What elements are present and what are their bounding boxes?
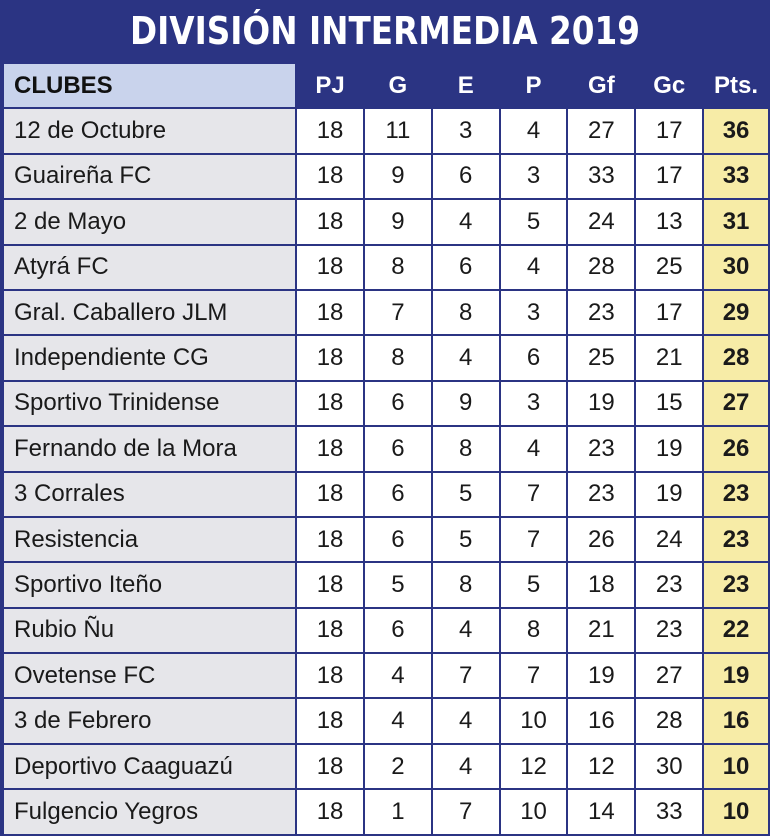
won-cell: 6 [365,427,431,470]
table-row [4,382,768,425]
played-cell: 18 [297,563,363,606]
lost-cell: 3 [501,291,567,334]
points-cell: 16 [704,699,768,742]
points-cell: 26 [704,427,768,470]
drawn-cell: 6 [433,246,499,289]
club-name-cell: Independiente CG [4,336,295,379]
points-cell: 10 [704,745,768,788]
played-cell: 18 [297,654,363,697]
goals-for-cell: 27 [568,109,634,152]
goals-against-cell: 19 [636,473,702,516]
table-row [4,745,768,788]
lost-cell: 8 [501,609,567,652]
header-row [4,64,768,107]
lost-cell: 4 [501,427,567,470]
lost-cell: 7 [501,518,567,561]
drawn-cell: 9 [433,382,499,425]
goals-against-cell: 17 [636,155,702,198]
points-cell: 31 [704,200,768,243]
goals-for-cell: 23 [568,473,634,516]
points-cell: 23 [704,473,768,516]
table-row [4,609,768,652]
lost-cell: 7 [501,473,567,516]
played-cell: 18 [297,518,363,561]
won-cell: 6 [365,609,431,652]
club-name-cell: Atyrá FC [4,246,295,289]
played-cell: 18 [297,382,363,425]
points-cell: 27 [704,382,768,425]
drawn-cell: 4 [433,745,499,788]
goals-for-cell: 19 [568,382,634,425]
table-row [4,427,768,470]
col-header-clubes: CLUBES [4,64,295,107]
table-row [4,473,768,516]
won-cell: 8 [365,336,431,379]
goals-against-cell: 17 [636,291,702,334]
table-row [4,790,768,833]
col-header-gc: Gc [636,64,702,107]
won-cell: 11 [365,109,431,152]
drawn-cell: 5 [433,518,499,561]
points-cell: 19 [704,654,768,697]
goals-against-cell: 30 [636,745,702,788]
goals-against-cell: 23 [636,609,702,652]
club-name-cell: 12 de Octubre [4,109,295,152]
table-title: DIVISIÓN INTERMEDIA 2019 [129,9,640,53]
goals-for-cell: 33 [568,155,634,198]
club-name-cell: Deportivo Caaguazú [4,745,295,788]
drawn-cell: 6 [433,155,499,198]
drawn-cell: 8 [433,563,499,606]
points-cell: 10 [704,790,768,833]
played-cell: 18 [297,790,363,833]
club-name-cell: Resistencia [4,518,295,561]
col-header-e: E [433,64,499,107]
club-name-cell: Fulgencio Yegros [4,790,295,833]
played-cell: 18 [297,336,363,379]
won-cell: 1 [365,790,431,833]
club-name-cell: Rubio Ñu [4,609,295,652]
goals-for-cell: 24 [568,200,634,243]
club-name-cell: Fernando de la Mora [4,427,295,470]
played-cell: 18 [297,745,363,788]
lost-cell: 4 [501,109,567,152]
points-cell: 28 [704,336,768,379]
goals-for-cell: 14 [568,790,634,833]
goals-against-cell: 21 [636,336,702,379]
lost-cell: 10 [501,790,567,833]
won-cell: 9 [365,155,431,198]
won-cell: 4 [365,654,431,697]
drawn-cell: 3 [433,109,499,152]
table-row [4,654,768,697]
points-cell: 29 [704,291,768,334]
drawn-cell: 4 [433,336,499,379]
goals-against-cell: 33 [636,790,702,833]
won-cell: 4 [365,699,431,742]
played-cell: 18 [297,246,363,289]
played-cell: 18 [297,473,363,516]
col-header-pts: Pts. [704,64,768,107]
goals-for-cell: 23 [568,427,634,470]
goals-for-cell: 18 [568,563,634,606]
points-cell: 23 [704,518,768,561]
table-row [4,336,768,379]
club-name-cell: Ovetense FC [4,654,295,697]
goals-against-cell: 27 [636,654,702,697]
played-cell: 18 [297,109,363,152]
goals-for-cell: 28 [568,246,634,289]
won-cell: 8 [365,246,431,289]
won-cell: 5 [365,563,431,606]
played-cell: 18 [297,291,363,334]
drawn-cell: 4 [433,609,499,652]
drawn-cell: 7 [433,654,499,697]
lost-cell: 5 [501,563,567,606]
goals-against-cell: 24 [636,518,702,561]
lost-cell: 3 [501,155,567,198]
goals-for-cell: 23 [568,291,634,334]
won-cell: 7 [365,291,431,334]
lost-cell: 5 [501,200,567,243]
club-name-cell: Sportivo Iteño [4,563,295,606]
table-row [4,699,768,742]
drawn-cell: 4 [433,699,499,742]
drawn-cell: 7 [433,790,499,833]
club-name-cell: Sportivo Trinidense [4,382,295,425]
col-header-gf: Gf [568,64,634,107]
club-name-cell: 3 Corrales [4,473,295,516]
won-cell: 2 [365,745,431,788]
goals-for-cell: 25 [568,336,634,379]
won-cell: 6 [365,382,431,425]
standings-body [4,109,768,833]
played-cell: 18 [297,200,363,243]
table-row [4,200,768,243]
table-row [4,155,768,198]
lost-cell: 4 [501,246,567,289]
goals-for-cell: 16 [568,699,634,742]
goals-against-cell: 19 [636,427,702,470]
goals-against-cell: 23 [636,563,702,606]
points-cell: 33 [704,155,768,198]
won-cell: 9 [365,200,431,243]
goals-for-cell: 26 [568,518,634,561]
drawn-cell: 5 [433,473,499,516]
won-cell: 6 [365,473,431,516]
goals-for-cell: 19 [568,654,634,697]
lost-cell: 12 [501,745,567,788]
standings-table [2,62,770,836]
table-row [4,291,768,334]
club-name-cell: Gral. Caballero JLM [4,291,295,334]
club-name-cell: 3 de Febrero [4,699,295,742]
col-header-pj: PJ [297,64,363,107]
drawn-cell: 8 [433,427,499,470]
drawn-cell: 4 [433,200,499,243]
table-row [4,518,768,561]
goals-against-cell: 17 [636,109,702,152]
table-row [4,109,768,152]
table-row [4,563,768,606]
col-header-p: P [501,64,567,107]
table-row [4,246,768,289]
drawn-cell: 8 [433,291,499,334]
goals-against-cell: 15 [636,382,702,425]
played-cell: 18 [297,155,363,198]
points-cell: 30 [704,246,768,289]
lost-cell: 7 [501,654,567,697]
lost-cell: 3 [501,382,567,425]
points-cell: 22 [704,609,768,652]
goals-against-cell: 13 [636,200,702,243]
goals-for-cell: 21 [568,609,634,652]
points-cell: 36 [704,109,768,152]
club-name-cell: Guaireña FC [4,155,295,198]
played-cell: 18 [297,609,363,652]
won-cell: 6 [365,518,431,561]
lost-cell: 10 [501,699,567,742]
played-cell: 18 [297,699,363,742]
col-header-g: G [365,64,431,107]
goals-for-cell: 12 [568,745,634,788]
goals-against-cell: 25 [636,246,702,289]
goals-against-cell: 28 [636,699,702,742]
club-name-cell: 2 de Mayo [4,200,295,243]
played-cell: 18 [297,427,363,470]
lost-cell: 6 [501,336,567,379]
points-cell: 23 [704,563,768,606]
